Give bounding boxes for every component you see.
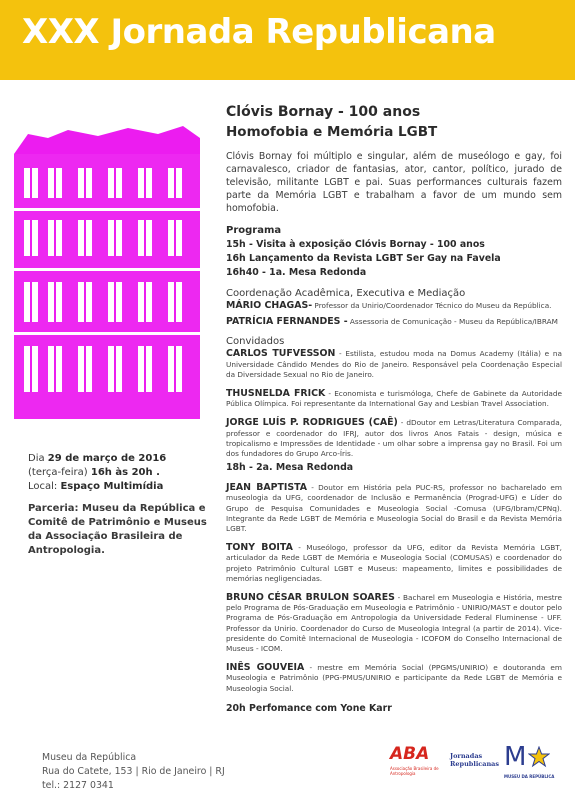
convidado-name: CARLOS TUFVESSON: [226, 348, 336, 360]
jornadas-logo-line: Republicanas: [450, 760, 500, 768]
convidado-desc: - Estilista, estudou moda na Domus Academy (Itália) e na Universidade Cândido Mendes do Rio de Janeiro. Responsável pela Coordenação Especial da Diversidade Sexual no Rio de Janeiro.: [226, 349, 562, 379]
convidados-label: Convidados: [226, 336, 285, 348]
event-date: [28, 452, 208, 466]
jornadas-logo-line: Jornadas: [450, 752, 483, 760]
convidado-desc: - Doutor em História pela PUC-RS, professor no bacharelado em museologia da UFG, coordenador de Inclusão e Permanência (Prograd-UFG) e Líder do Grupo de Pesquisa Comunidades e Museologia Social -Comusa (UFG/Ibram/CPNq). Integrante da Rede LGBT de Memória e Museologia Social do Brasil e da Revista Memória LGBT.: [226, 483, 562, 534]
mesa-2: 18h - 2a. Mesa Redonda: [226, 462, 354, 474]
footer-line: tel.: 2127 0341: [42, 780, 114, 791]
convidado-desc: - Economista e turismóloga, Chefe de Gabinete da Autoridade Pública Olímpica. Foi representante da International Gay and Lesbian Travel Association.: [226, 389, 562, 409]
programa-label: Programa: [226, 225, 282, 236]
time-prefix: (terça-feira): [28, 467, 91, 478]
convidado-desc: - mestre em Memória Social (PPGMS/UNIRIO) e doutoranda em Museologia e Patrimônio (PPG-PMUS/UNIRIO e participante da Rede LGBT de Memória e Museologia Social.: [226, 663, 562, 693]
coordenador-item: [226, 301, 562, 311]
convidado-desc: - Museólogo, professor da UFG, editor da Revista Memória LGBT, articulador da Rede LGBT de Memória e Museologia Social (COMUSAS) e coordenador do projeto Patrimônio Cultural LGBT e Museus: mapeamento, limites e possibilidades de memórias negligenciadas.: [226, 543, 563, 583]
convidado-name: THUSNELDA FRICK: [226, 388, 326, 400]
footer-line: Museu da República: [42, 752, 137, 763]
coord-label: Coordenação Acadêmica, Executiva e Mediação: [226, 288, 466, 299]
time-value: 16h às 20h .: [90, 467, 160, 478]
convidado-item: [226, 663, 562, 694]
event-time: [28, 466, 208, 480]
parceria-text: Parceria: Museu da República e Comitê de Patrimônio e Museus da Associação Brasileira de Antropologia.: [28, 503, 207, 556]
sponsor-logos: [388, 740, 568, 790]
intro-text: Clóvis Bornay foi múltiplo e singular, além de museólogo e gay, foi carnavalesco, criador de fantasias, ator, cantor, político, jurado de televisão, militante LGBT e pai. Suas performances culturais fazem parte da Memória LGBT e trabalham a favor de um mundo sem homofobia.: [226, 151, 562, 214]
aba-logo: [388, 744, 440, 784]
convidado-item: [226, 483, 562, 534]
page-title: XXX Jornada Republicana: [22, 12, 496, 52]
convidado-item: [226, 389, 562, 409]
footer-line: Rua do Catete, 153 | Rio de Janeiro | RJ: [42, 766, 225, 777]
performance: 20h Perfomance com Yone Karr: [226, 702, 392, 714]
convidado-name: INÊS GOUVEIA: [226, 662, 305, 674]
location-value: Espaço Multimídia: [60, 481, 164, 492]
aba-logo-subtitle: Associação Brasileira de Antropologia: [390, 766, 439, 776]
convidado-desc: - Bacharel em Museologia e História, mestre pelo Programa de Pós-Graduação em Museologia e Patrimônio - UNIRIO/MAST e doutor pelo Programa de Pós-Graduação em Antropologia da Universidade Federal Fluminense - UFF. Professor da Unirio. Coordenador do Curso de Museologia Integral (a partir de 2014). Vice-presidente do Comitê Internacional de Museologia - ICOFOM do Conselho Internacional de Museus - ICOM.: [226, 593, 562, 654]
programa-item: 16h Lançamento da Revista LGBT Ser Gay na Favela: [226, 253, 501, 264]
event-location: [28, 480, 208, 494]
star-icon: [528, 746, 550, 768]
jornadas-logo: [450, 752, 499, 768]
building-illustration: [8, 124, 208, 426]
footer-address: [42, 751, 225, 793]
convidado-name: TONY BOITA: [226, 542, 293, 554]
convidado-desc: - dDoutor em Letras/Literatura Comparada, professor e coordenador do IFRJ, autor dos livros Anos Fatais - design, música e tropicalismo e Impressões de Identidade - um olhar sobre a imprensa gay no Brasil. Foi um dos fundadores do Grupo Arco-Íris.: [226, 418, 562, 459]
convidado-name: JEAN BAPTISTA: [226, 482, 308, 494]
content-column: [226, 102, 562, 724]
event-info: [28, 452, 208, 494]
coordenador-name: PATRÍCIA FERNANDES -: [226, 316, 348, 328]
aba-logo-text: ABA: [390, 744, 430, 764]
header-banner: [0, 0, 575, 80]
museu-logo: [504, 742, 564, 788]
event-title: Clóvis Bornay - 100 anos: [226, 104, 421, 120]
coordenador-desc: Professor da Unirio/Coordenador Técnico do Museu da República.: [312, 301, 552, 310]
programa-item: 16h40 - 1a. Mesa Redonda: [226, 267, 367, 278]
event-subtitle: Homofobia e Memória LGBT: [226, 124, 438, 140]
convidado-item: [226, 543, 562, 584]
convidado-name: JORGE LUÍS P. RODRIGUES (CAÊ): [226, 417, 398, 429]
coordenador-item: [226, 317, 562, 327]
museu-logo-text: MUSEU DA REPÚBLICA: [504, 774, 555, 779]
date-prefix: Dia: [28, 453, 48, 464]
date-value: 29 de março de 2016: [47, 453, 167, 464]
museu-logo-mark: M: [504, 742, 527, 772]
coordenador-desc: Assessoria de Comunicação - Museu da República/IBRAM: [347, 317, 558, 327]
convidado-item: [226, 349, 562, 380]
convidado-name: BRUNO CÉSAR BRULON SOARES: [226, 592, 395, 604]
convidado-item: [226, 593, 562, 654]
location-prefix: Local:: [28, 481, 61, 492]
convidado-item: [226, 418, 562, 459]
programa-item: 15h - Visita à exposição Clóvis Bornay - 100 anos: [226, 239, 485, 250]
coordenador-name: MÁRIO CHAGAS-: [226, 300, 313, 311]
